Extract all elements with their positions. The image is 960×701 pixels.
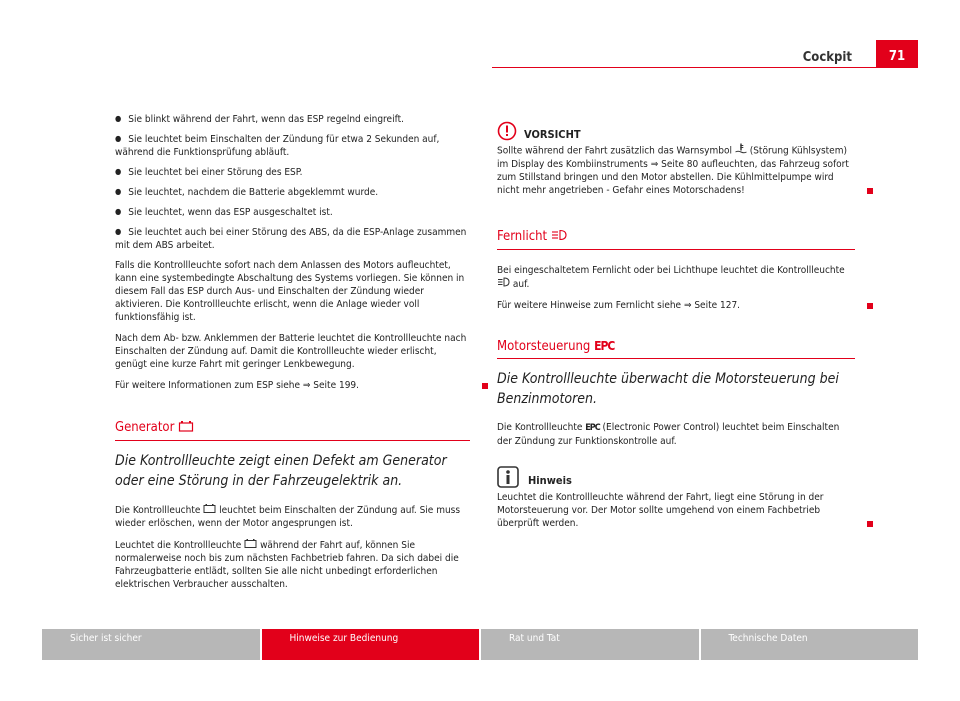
section-end-marker	[867, 188, 873, 194]
generator-paragraph-1: Die Kontrollleuchte leuchtet beim Einschalten der Zündung auf. Sie muss wieder erlöschen, wenn der Motor angesprungen ist.	[115, 505, 461, 529]
epc-icon: EPC	[585, 423, 600, 433]
list-item: ● Sie leuchtet auch bei einer Störung des ABS, da die ESP-Anlage zusammen mit dem ABS arbeitet.	[115, 226, 470, 252]
section-end-marker	[867, 303, 873, 309]
fernlicht-paragraph-2: Für weitere Hinweise zum Fernlicht siehe ⇒ Seite 127.	[497, 299, 855, 312]
note-box	[497, 466, 855, 530]
epc-icon: EPC	[594, 339, 615, 353]
fernlicht-paragraph-1: Bei eingeschaltetem Fernlicht oder bei Lichthupe leuchtet die Kontrollleuchte auf.	[497, 265, 845, 290]
caution-title: VORSICHT	[524, 128, 581, 141]
generator-heading: Generator	[115, 420, 470, 441]
note-text: Leuchtet die Kontrollleuchte während der Fahrt, liegt eine Störung in der Motorsteuerung vor. Der Motor sollte umgehend von einem Fachbetrieb überprüft werden.	[497, 491, 855, 530]
list-item: ● Sie leuchtet bei einer Störung des ESP.	[115, 166, 470, 179]
list-item: ● Sie leuchtet, wenn das ESP ausgeschaltet ist.	[115, 206, 470, 219]
battery-icon	[178, 420, 194, 435]
section-end-marker	[867, 521, 873, 527]
left-column	[115, 113, 470, 599]
tab-hinweise-zur-bedienung[interactable]: Hinweise zur Bedienung	[262, 629, 480, 660]
header-rule	[492, 67, 918, 68]
caution-box	[497, 120, 855, 197]
fernlicht-heading: Fernlicht	[497, 229, 855, 250]
generator-paragraph-2: Leuchtet die Kontrollleuchte während der Fahrt auf, können Sie normalerweise noch bis zum nächsten Fachbetrieb fahren. Da sich dabei die Fahrzeugbatterie entlädt, sollten Sie alle nicht unbedingt erforderlichen elektrischen Verbraucher ausschalten.	[115, 540, 459, 590]
page-title: Cockpit	[802, 50, 852, 65]
tab-sicher-ist-sicher[interactable]: Sicher ist sicher	[42, 629, 260, 660]
tab-technische-daten[interactable]: Technische Daten	[701, 629, 919, 660]
list-item: ● Sie blinkt während der Fahrt, wenn das ESP regelnd eingreift.	[115, 113, 470, 126]
page-number: 71	[876, 40, 918, 68]
motor-heading: Motorsteuerung EPC	[497, 340, 855, 359]
coolant-icon	[735, 143, 747, 158]
battery-paragraph: Nach dem Ab- bzw. Anklemmen der Batterie leuchtet die Kontrollleuchte nach Einschalten der Zündung auf. Damit die Kontrollleuchte wieder erlischt, genügt eine kurze Fahrt mit geringer Lenkbewegung.	[115, 333, 467, 370]
footer-tab-bar	[42, 629, 918, 660]
esp-reference: Für weitere Informationen zum ESP siehe ⇒ Seite 199.	[115, 379, 470, 392]
high-beam-icon	[551, 229, 567, 244]
info-icon	[497, 466, 519, 488]
right-column	[497, 120, 855, 538]
note-title: Hinweis	[528, 473, 572, 487]
warning-icon	[497, 121, 517, 141]
motor-lead: Die Kontrollleuchte überwacht die Motorsteuerung bei Benzinmotoren.	[497, 371, 839, 407]
esp-paragraph: Falls die Kontrollleuchte sofort nach dem Anlassen des Motors aufleuchtet, kann eine systembedingte Abschaltung des Systems vorliegen. Sie können in diesem Fall das ESP durch Aus- und Einschalten der Zündung wieder aktivieren. Die Kontrollleuchte erlischt, wenn die Anlage wieder voll funktionsfähig ist.	[115, 260, 465, 323]
battery-icon	[244, 538, 257, 552]
list-item: ● Sie leuchtet beim Einschalten der Zündung für etwa 2 Sekunden auf, während die Funktionsprüfung abläuft.	[115, 133, 470, 159]
list-item: ● Sie leuchtet, nachdem die Batterie abgeklemmt wurde.	[115, 186, 470, 199]
section-end-marker	[482, 383, 488, 389]
high-beam-icon	[497, 277, 510, 291]
caution-text: Sollte während der Fahrt zusätzlich das Warnsymbol (Störung Kühlsystem) im Display des Kombiinstruments ⇒ Seite 80 aufleuchten, das Fahrzeug sofort zum Stillstand bringen und den Motor abstellen. Die Kühlmittelpumpe wird nicht mehr angetrieben - Gefahr eines Motorschadens!	[497, 143, 855, 197]
battery-icon	[203, 503, 216, 517]
motor-paragraph: Die Kontrollleuchte EPC (Electronic Power Control) leuchtet beim Einschalten der Zündung zur Funktionskontrolle auf.	[497, 422, 840, 447]
tab-rat-und-tat[interactable]: Rat und Tat	[481, 629, 699, 660]
generator-lead: Die Kontrollleuchte zeigt einen Defekt am Generator oder eine Störung in der Fahrzeugelektrik an.	[115, 453, 447, 489]
